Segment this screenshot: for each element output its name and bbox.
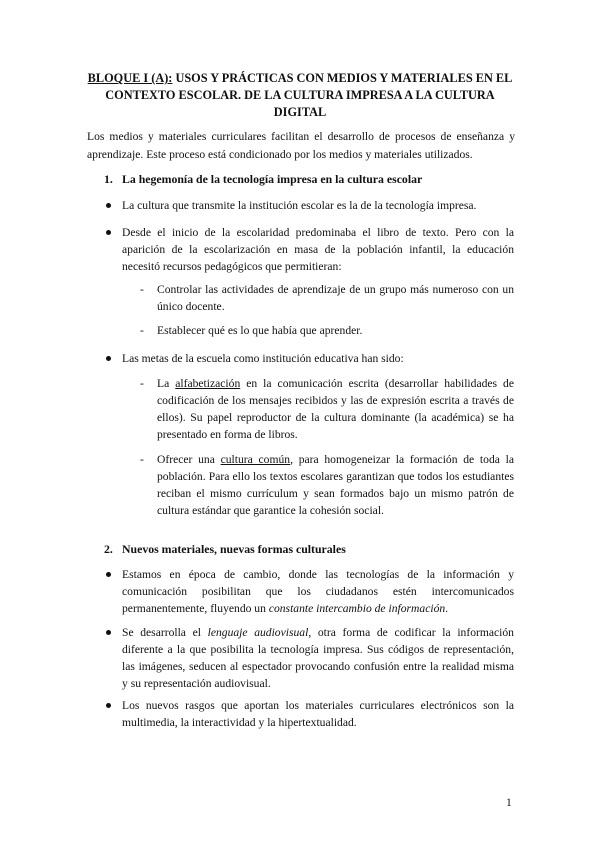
section2-bullet-2 [122,624,514,692]
bullet-dot-icon [106,356,111,361]
dash-marker: - [140,324,144,337]
bullet-text-pre: Se desarrolla el [122,626,208,639]
bullet-text: Las metas de la escuela como institución educativa han sido: [122,352,404,365]
section1-bullet-2-sub-2 [140,322,514,339]
section1-bullet-3 [122,350,514,367]
section1-bullet-1 [122,197,514,214]
intro-paragraph: Los medios y materiales curriculares facilitan el desarrollo de procesos de enseñanza y aprendizaje. Este proceso está condicionado por los medios y materiales utilizados. [87,130,515,161]
bullet-dot-icon [106,630,111,635]
sub-term-cultura-comun: cultura común [220,453,291,466]
dash-marker: - [140,283,144,296]
page-number: 1 [506,796,512,809]
section1-number: 1. [104,172,113,186]
section1-heading-text: La hegemonía de la tecnología impresa en la cultura escolar [122,172,423,186]
sub-text: Controlar las actividades de aprendizaje de un grupo más numeroso con un único docente. [157,283,514,313]
bullet-italic-text: lenguaje audiovisual [207,626,309,639]
sub-text-pre: Ofrecer una [157,453,221,466]
bullet-text: La cultura que transmite la institución escolar es la de la tecnología impresa. [122,199,477,212]
sub-text: Establecer qué es lo que había que aprender. [157,324,363,337]
bullet-text-pre: Estamos en época de cambio, donde las tecnologías de la información y comunicación posibilitan que los ciudadanos estén intercomunicados permanentemente, fluyendo un [122,568,514,615]
bullet-dot-icon [106,203,111,208]
bullet-dot-icon [106,230,111,235]
section2-number: 2. [104,542,113,556]
section1-heading [104,171,422,188]
section2-heading [104,541,346,558]
section1-bullet-3-sub-1 [140,375,514,443]
bullet-text-post: . [445,602,449,615]
section1-bullet-3-sub-2 [140,451,514,519]
section2-heading-text: Nuevos materiales, nuevas formas culturales [122,542,346,556]
sub-text-post: en la comunicación escrita (desarrollar habilidades de codificación de los mensajes recibidos y las de expresión escrita a través de ellos). Su papel reproductor de la cultura dominante (la académica) se ha presentado en forma de libros. [157,377,514,441]
document-title [80,70,520,121]
bullet-italic-text: constante intercambio de información [268,602,446,615]
bullet-text: Desde el inicio de la escolaridad predominaba el libro de texto. Pero con la aparición de la escolarización en masa de la población infantil, la educación necesitó recursos pedagógicos que permitieran: [122,226,514,273]
sub-text-pre: La [157,377,176,390]
section1-bullet-2-sub-1 [140,281,514,315]
bullet-dot-icon [106,572,111,577]
title-prefix: BLOQUE I (A): [87,71,173,85]
section2-bullet-3 [122,697,514,731]
sub-text-post: , para homogeneizar la formación de toda la población. Para ello los textos escolares garantizan que todos los estudiantes reciban el mismo currículum y sean formados bajo un mismo patrón de cultura estándar que garantice la cohesión social. [157,453,514,517]
section2-bullet-1 [122,566,514,617]
dash-marker: - [140,453,144,466]
dash-marker: - [140,377,144,390]
bullet-dot-icon [106,703,111,708]
sub-term-alfabetizacion: alfabetización [175,377,241,390]
bullet-text: Los nuevos rasgos que aportan los materiales curriculares electrónicos son la multimedia, la interactividad y la hipertextualidad. [122,699,514,729]
title-rest: USOS Y PRÁCTICAS CON MEDIOS Y MATERIALES EN EL CONTEXTO ESCOLAR. DE LA CULTURA IMPRESA A LA CULTURA DIGITAL [105,71,513,119]
bullet-text-post: , otra forma de codificar la información diferente a la que posibilita la tecnología impresa. Sus códigos de representación, las imágenes, seducen al espectador provocando confusión entre la realidad misma y su representación audiovisual. [122,626,514,690]
section1-bullet-2 [122,224,514,275]
